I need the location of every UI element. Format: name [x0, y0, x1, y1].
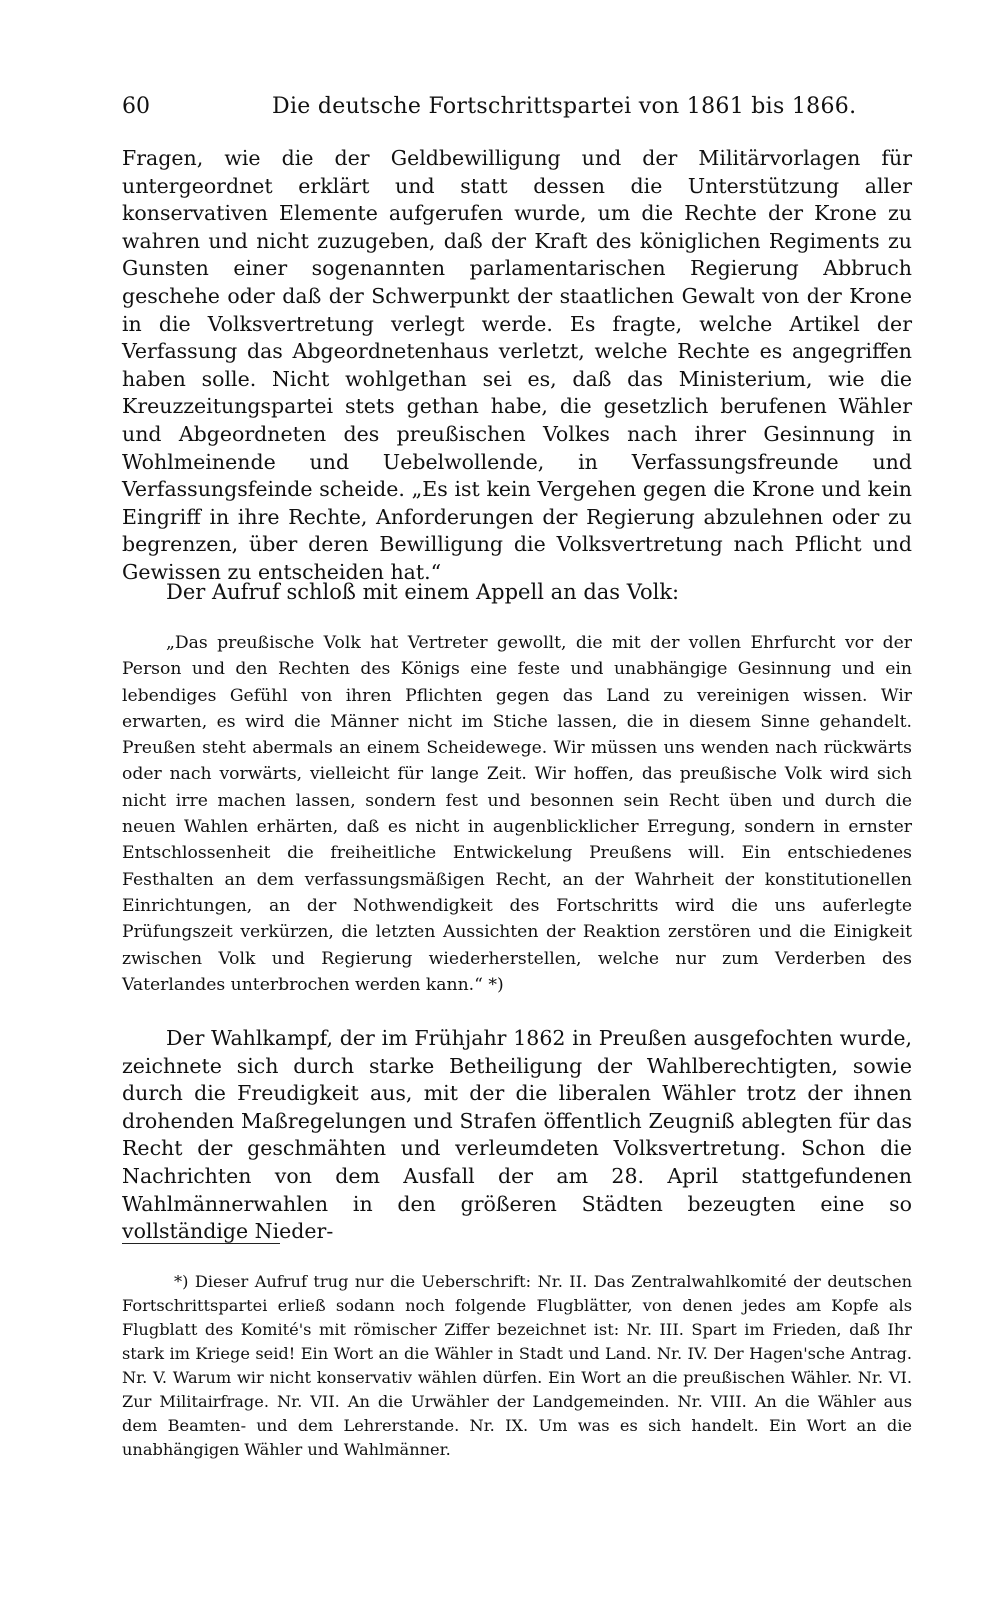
paragraph-2: Der Aufruf schloß mit einem Appell an das Volk: — [166, 580, 680, 604]
running-title: Die deutsche Fortschrittspartei von 1861 bis 1866. — [272, 94, 857, 119]
footnote — [122, 1270, 912, 1505]
footnote-divider — [122, 1243, 280, 1244]
quoted-appeal-text: „Das preußische Volk hat Vertreter gewollt, die mit der vollen Ehrfurcht vor der Person und den Rechten des Königs eine feste und unabhängige Gesinnung und ein lebendiges Gefühl von ihren Pflichten gegen das Land zu vereinigen wissen. Wir erwarten, es wird die Männer nicht im Stiche lassen, die in diesem Sinne gehandelt. Preußen steht abermals an einem Scheidewege. Wir müssen uns wenden nach rückwärts oder nach vorwärts, vielleicht für lange Zeit. Wir hoffen, das preußische Volk wird sich nicht irre machen lassen, sondern fest und besonnen sein Recht üben und durch die neuen Wahlen erhärten, daß es nicht in augenblicklicher Erregung, sondern in ernster Entschlossenheit die freiheitliche Entwickelung Preußens will. Ein entschiedenes Festhalten an dem verfassungsmäßigen Recht, an der Wahrheit der konstitutionellen Einrichtungen, an der Nothwendigkeit des Fortschritts wird die uns auferlegte Prüfungszeit verkürzen, die letzten Aussichten der Reaktion zerstören und die Einigkeit zwischen Volk und Regierung wiederherstellen, welche nur zum Verderben des Vaterlandes unterbrochen werden kann.“ *) — [122, 633, 912, 995]
footnote-text: *) Dieser Aufruf trug nur die Ueberschrift: Nr. II. Das Zentralwahlkomité der deutschen Fortschrittspartei erließ sodann noch folgende Flugblätter, von denen jedes am Kopfe als Flugblatt des Komité's mit römischer Ziffer bezeichnet ist: Nr. III. Spart im Frieden, daß Ihr stark im Kriege seid! Ein Wort an die Wähler in Stadt und Land. Nr. IV. Der Hagen'sche Antrag. Nr. V. Warum wir nicht konservativ wählen dürfen. Ein Wort an die preußischen Wähler. Nr. VI. Zur Militairfrage. Nr. VII. An die Urwähler der Landgemeinden. Nr. VIII. An die Wähler aus dem Beamten- und dem Lehrerstande. Nr. IX. Um was es sich handelt. Ein Wort an die unabhängigen Wähler und Wahlmänner. — [122, 1272, 912, 1459]
page-number: 60 — [122, 94, 150, 119]
quoted-appeal — [122, 630, 912, 1010]
paragraph-3-text: Der Wahlkampf, der im Frühjahr 1862 in Preußen ausgefochten wurde, zeichnete sich durch starke Betheiligung der Wahlberechtigten, sowie durch die Freudigkeit aus, mit der die liberalen Wähler trotz der ihnen drohenden Maßregelungen und Strafen öffentlich Zeugniß ablegten für das Recht der geschmähten und verleumdeten Volksvertretung. Schon die Nachrichten von dem Ausfall der am 28. April stattgefundenen Wahlmännerwahlen in den größeren Städten bezeugten eine so vollständige Nieder- — [122, 1026, 912, 1244]
paragraph-3 — [122, 1025, 912, 1244]
paragraph-1: Fragen, wie die der Geldbewilligung und der Militärvorlagen für untergeordnet erklärt und statt dessen die Unterstützung aller konservativen Elemente aufgerufen wurde, um die Rechte der Krone zu wahren und nicht zuzugeben, daß der Kraft des königlichen Regiments zu Gunsten einer sogenannten parlamentarischen Regierung Abbruch geschehe oder daß der Schwerpunkt der staatlichen Gewalt von der Krone in die Volksvertretung verlegt werde. Es fragte, welche Artikel der Verfassung das Abgeordnetenhaus verletzt, welche Rechte es angegriffen haben solle. Nicht wohlgethan sei es, daß das Ministerium, wie die Kreuzzeitungspartei stets gethan habe, die gesetzlich berufenen Wähler und Abgeordneten des preußischen Volkes nach ihrer Gesinnung in Wohlmeinende und Uebelwollende, in Verfassungsfreunde und Verfassungsfeinde scheide. „Es ist kein Vergehen gegen die Krone und kein Eingriff in ihre Rechte, Anforderungen der Regierung abzulehnen oder zu begrenzen, über deren Bewilligung die Volksvertretung nach Pflicht und Gewissen zu entscheiden hat.“ — [122, 146, 912, 584]
page-header — [122, 92, 912, 122]
